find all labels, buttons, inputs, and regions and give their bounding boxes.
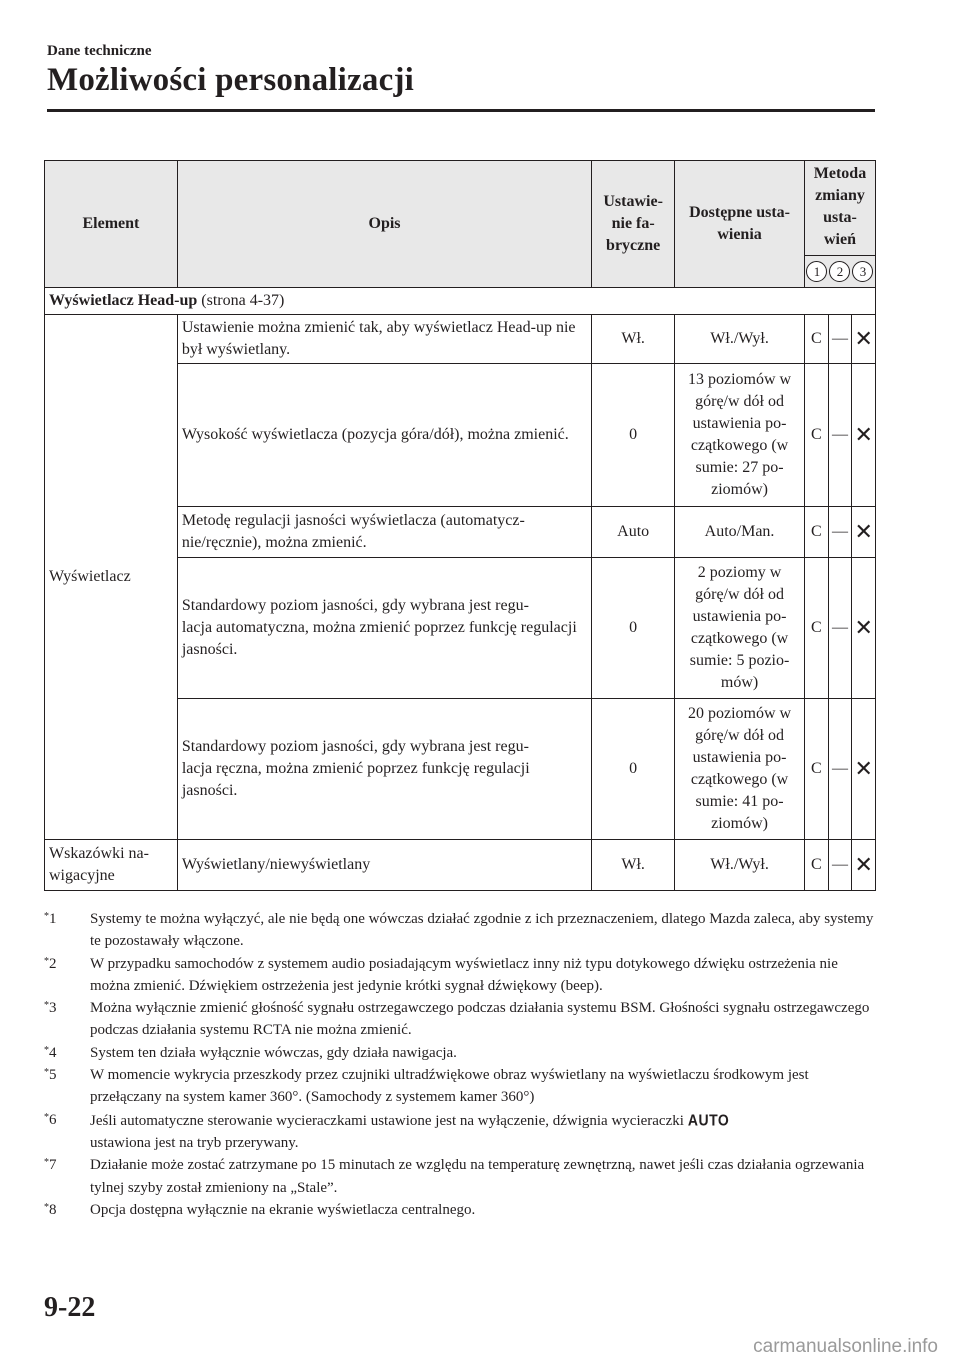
- section-heading: [45, 288, 876, 315]
- cross-icon: ✕: [851, 840, 875, 890]
- footnote-item: [44, 997, 876, 1042]
- cross-icon: ✕: [851, 558, 875, 698]
- footnote-text-continued: ustawiona jest na tryb przerywany.: [90, 1134, 299, 1151]
- default-cell: Wł.: [592, 840, 675, 891]
- description-cell: Wyświetlany/niewyświetlany: [177, 840, 591, 891]
- method-2-value: —: [828, 840, 852, 890]
- available-cell: 20 poziomów w górę/w dół od ustawienia po- czątkowego (w sumie: 41 po- ziomów): [675, 699, 805, 840]
- footnote-marker: *7: [44, 1157, 57, 1174]
- auto-wiper-icon: AUTO: [687, 1110, 730, 1129]
- method-1-value: C: [810, 523, 822, 540]
- default-cell: Wł.: [592, 315, 675, 364]
- available-cell: Wł./Wył.: [675, 840, 805, 891]
- cross-icon: ✕: [851, 699, 875, 839]
- method-cell: [804, 507, 875, 558]
- description-cell: Ustawienie można zmienić tak, aby wyświetlacz Head-up nie był wyświetlany.: [177, 315, 591, 364]
- footnote-marker: *1: [44, 911, 57, 927]
- description-cell: Wysokość wyświetlacza (pozycja góra/dół), można zmienić.: [177, 364, 591, 507]
- default-cell: 0: [592, 558, 675, 699]
- page-number: 9-22: [44, 1292, 96, 1323]
- method-cell: [804, 558, 875, 699]
- cross-icon: ✕: [851, 507, 875, 557]
- method-2-value: —: [828, 315, 852, 363]
- method-2-value: —: [828, 364, 852, 506]
- column-header-method: [804, 161, 875, 288]
- method-1-value: C: [810, 856, 822, 873]
- section-name: Wyświetlacz Head-up: [49, 292, 198, 309]
- method-1-value: C: [810, 619, 822, 636]
- method-2-value: —: [828, 699, 852, 839]
- element-cell-navigation: Wskazówki na- wigacyjne: [45, 840, 178, 891]
- description-cell: Metodę regulacji jasności wyświetlacza (automatycz- nie/ręcznie), można zmienić.: [177, 507, 591, 558]
- footnotes: [44, 908, 876, 1221]
- footnote-marker: *8: [44, 1201, 57, 1218]
- cross-icon: ✕: [851, 364, 875, 506]
- available-cell: Auto/Man.: [675, 507, 805, 558]
- method-cell: [804, 364, 875, 507]
- footnote-marker: *6: [44, 1111, 57, 1128]
- footnote-marker: *5: [44, 1067, 57, 1084]
- available-cell: 2 poziomy w górę/w dół od ustawienia po- czątkowego (w sumie: 5 pozio- mów): [675, 558, 805, 699]
- circled-number-3-icon: 3: [852, 261, 873, 282]
- element-cell-display: Wyświetlacz: [45, 315, 178, 840]
- section-page-ref: (strona 4-37): [197, 292, 285, 309]
- method-number-icons: [805, 255, 875, 285]
- title-divider: [47, 109, 875, 112]
- description-cell: Standardowy poziom jasności, gdy wybrana jest regu- lacja automatyczna, można zmienić poprzez funkcję regulacji jasności.: [177, 558, 591, 699]
- footnote-item: [44, 953, 876, 998]
- default-cell: Auto: [592, 507, 675, 558]
- table-header-row: [45, 161, 876, 288]
- footnote-marker: *2: [44, 955, 57, 972]
- footnote-marker: *4: [44, 1044, 57, 1061]
- available-cell: Wł./Wył.: [675, 315, 805, 364]
- footnote-item: [44, 908, 876, 953]
- page-title: Możliwości personalizacji: [47, 62, 415, 98]
- watermark: carmanualsonline.info: [753, 1336, 938, 1357]
- footnote-item: [44, 1042, 876, 1064]
- footnote-text: Systemy te można wyłączyć, ale nie będą one wówczas działać zgodnie z ich przeznaczeniem, dlatego Mazda zaleca, aby systemy te pozostawały włączone.: [90, 911, 874, 950]
- footnote-text: Działanie może zostać zatrzymane po 15 minutach ze względu na temperaturę zewnętrzną, nawet jeśli czas działania ogrzewania tylnej szyby został zmieniony na „Stale”.: [90, 1157, 865, 1196]
- default-cell: 0: [592, 699, 675, 840]
- method-cell: [804, 315, 875, 364]
- column-header-element: Element: [45, 161, 178, 288]
- default-cell: 0: [592, 364, 675, 507]
- footnote-text: System ten działa wyłącznie wówczas, gdy działa nawigacja.: [90, 1044, 457, 1061]
- column-header-default: Ustawie- nie fa- bryczne: [592, 161, 675, 288]
- section-label: Dane techniczne: [47, 43, 152, 59]
- available-cell: 13 poziomów w górę/w dół od ustawienia po- czątkowego (w sumie: 27 po- ziomów): [675, 364, 805, 507]
- circled-number-2-icon: 2: [829, 261, 850, 282]
- table-row: [45, 315, 876, 364]
- footnote-text: Opcja dostępna wyłącznie na ekranie wyświetlacza centralnego.: [90, 1201, 476, 1218]
- method-1-value: C: [810, 330, 822, 347]
- footnote-item: [44, 1154, 876, 1199]
- footnote-item: [44, 1064, 876, 1109]
- description-cell: Standardowy poziom jasności, gdy wybrana jest regu- lacja ręczna, można zmienić poprzez funkcję regulacji jasności.: [177, 699, 591, 840]
- footnote-text: Można wyłącznie zmienić głośność sygnału ostrzegawczego podczas działania systemu BSM. Głośności sygnału ostrzegawczego podczas działania systemu RCTA nie można zmienić.: [90, 1000, 870, 1039]
- method-cell: [804, 699, 875, 840]
- column-header-available: Dostępne usta- wienia: [675, 161, 805, 288]
- customization-table: [44, 160, 876, 891]
- table-section-row: [45, 288, 876, 315]
- footnote-text: W momencie wykrycia przeszkody przez czujniki ultradźwiękowe obraz wyświetlany na wyświetlaczu środkowym jest przełączany na system kamer 360°. (Samochody z systemem kamer 360°): [90, 1067, 809, 1106]
- method-header-label: Metoda zmiany usta- wień: [813, 165, 867, 248]
- column-header-description: Opis: [177, 161, 591, 288]
- footnote-text: W przypadku samochodów z systemem audio posiadającym wyświetlacz inny niż typu dotykowego dźwięku ostrzeżenia nie można zmienić. Dźwiękiem ostrzeżenia jest jedynie krótki sygnał dźwiękowy (beep).: [90, 955, 838, 994]
- footnote-item: [44, 1199, 876, 1221]
- method-2-value: —: [828, 558, 852, 698]
- footnote-item: [44, 1109, 876, 1155]
- method-cell: [804, 840, 875, 891]
- method-1-value: C: [810, 760, 822, 777]
- table-row: [45, 840, 876, 891]
- cross-icon: ✕: [851, 315, 875, 363]
- circled-number-1-icon: 1: [806, 261, 827, 282]
- footnote-marker: *3: [44, 1000, 57, 1017]
- method-2-value: —: [828, 507, 852, 557]
- method-1-value: C: [810, 426, 822, 443]
- footnote-text: Jeśli automatyczne sterowanie wycieraczkami ustawione jest na wyłączenie, dźwignia wycieraczki: [90, 1112, 684, 1129]
